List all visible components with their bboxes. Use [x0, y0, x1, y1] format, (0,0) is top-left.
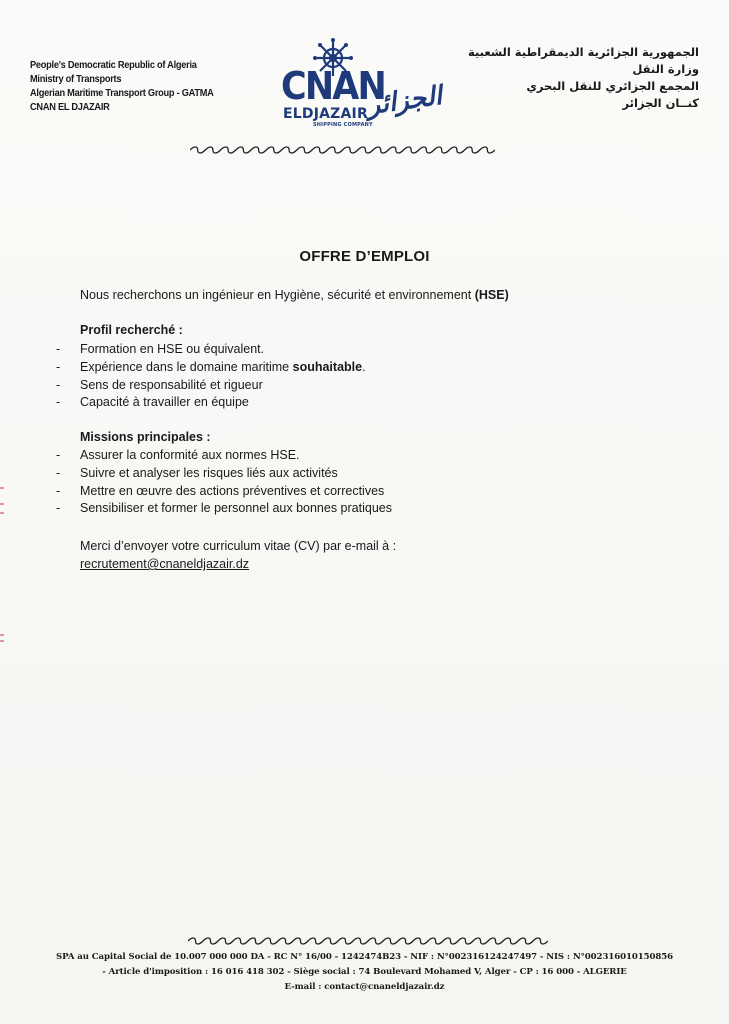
list-item-text: Sensibiliser et former le personnel aux bonnes pratiques: [80, 501, 392, 516]
logo-arabic-script: الجزائر: [365, 80, 444, 122]
bullet-dash: -: [56, 377, 61, 392]
list-item: [56, 377, 366, 395]
footer-wave-divider: [188, 935, 548, 947]
logo-tagline: SHIPPING COMPANY: [313, 122, 373, 128]
edge-mark: [0, 487, 4, 489]
list-item: [56, 465, 392, 483]
list-item: [56, 447, 392, 465]
bullet-dash: -: [56, 395, 61, 410]
bullet-dash: -: [56, 342, 61, 356]
header-wave-divider: [190, 144, 495, 156]
recruitment-email-link[interactable]: recrutement@cnaneldjazair.dz: [80, 557, 250, 571]
list-item: [56, 394, 366, 412]
footer-line-1: SPA au Capital Social de 10.007 000 000 DA - RC N° 16/00 - 1242474B23 - NIF : N°002316124247497 - NIS : N°002316010150856: [56, 952, 673, 962]
list-item-bold: souhaitable: [292, 359, 363, 374]
legal-footer: [0, 950, 729, 995]
list-item-text: Mettre en œuvre des actions préventives et correctives: [80, 483, 385, 498]
footer-line-3: E-mail : contact@cnaneldjazair.dz: [284, 982, 445, 992]
list-item: [56, 500, 392, 518]
header-left-line-3: Algerian Maritime Transport Group - GATMA: [30, 87, 214, 99]
header-right-line-2: وزارة النقل: [632, 62, 699, 76]
header-right-line-1: الجمهورية الجزائرية الديمقراطية الشعبية: [467, 45, 699, 59]
footer-line-2: - Article d'imposition : 16 016 418 302 - Siège social : 74 Boulevard Mohamed V, Alger - CP : 16 000 - ALGERIE: [102, 967, 627, 977]
bullet-dash: -: [56, 448, 61, 462]
header-right-line-3: المجمع الجزائري للنقل البحري: [526, 79, 699, 93]
company-logo: [275, 38, 444, 138]
edge-mark: [0, 640, 4, 642]
list-item-suffix: .: [362, 359, 366, 374]
list-item: [56, 483, 392, 501]
logo-wordmark: CNAN: [281, 64, 385, 108]
closing-text: Merci d’envoyer votre curriculum vitae (CV) par e-mail à :: [80, 539, 397, 553]
list-item: [56, 359, 366, 377]
list-item-text: Formation en HSE ou équivalent.: [80, 342, 265, 356]
header-left-block: [30, 58, 250, 114]
edge-mark: [0, 503, 4, 505]
list-item-text: Assurer la conformité aux normes HSE.: [80, 448, 300, 462]
header-right-block: [467, 44, 699, 112]
missions-heading: Missions principales :: [80, 430, 211, 444]
list-item-text: Capacité à travailler en équipe: [80, 395, 249, 410]
edge-mark: [0, 512, 4, 514]
profile-heading: Profil recherché :: [80, 323, 183, 337]
bullet-dash: -: [56, 359, 61, 374]
header-left-line-4: CNAN EL DJAZAIR: [30, 101, 110, 113]
logo-subtitle: ELDJAZAIR: [283, 106, 368, 122]
list-item-text: Expérience dans le domaine maritime: [80, 359, 290, 374]
header-left-line-2: Ministry of Transports: [30, 73, 122, 85]
bullet-dash: -: [56, 465, 61, 480]
bullet-dash: -: [56, 483, 61, 498]
header-left-line-1: People's Democratic Republic of Algeria: [30, 59, 197, 71]
intro-text: Nous recherchons un ingénieur en Hygiène, sécurité et environnement: [80, 288, 472, 302]
intro-paragraph: [80, 288, 509, 302]
edge-mark: [0, 634, 4, 636]
missions-list: [56, 447, 392, 518]
list-item-text: Sens de responsabilité et rigueur: [80, 377, 263, 392]
profile-list: [56, 341, 366, 412]
list-item-text: Suivre et analyser les risques liés aux activités: [80, 465, 338, 480]
closing-paragraph: [80, 537, 396, 573]
header-right-line-4: كنــان الجزائر: [622, 96, 699, 110]
intro-acronym: (HSE): [474, 288, 509, 302]
bullet-dash: -: [56, 501, 61, 516]
page-title: OFFRE D’EMPLOI: [299, 248, 430, 265]
list-item: [56, 341, 366, 359]
